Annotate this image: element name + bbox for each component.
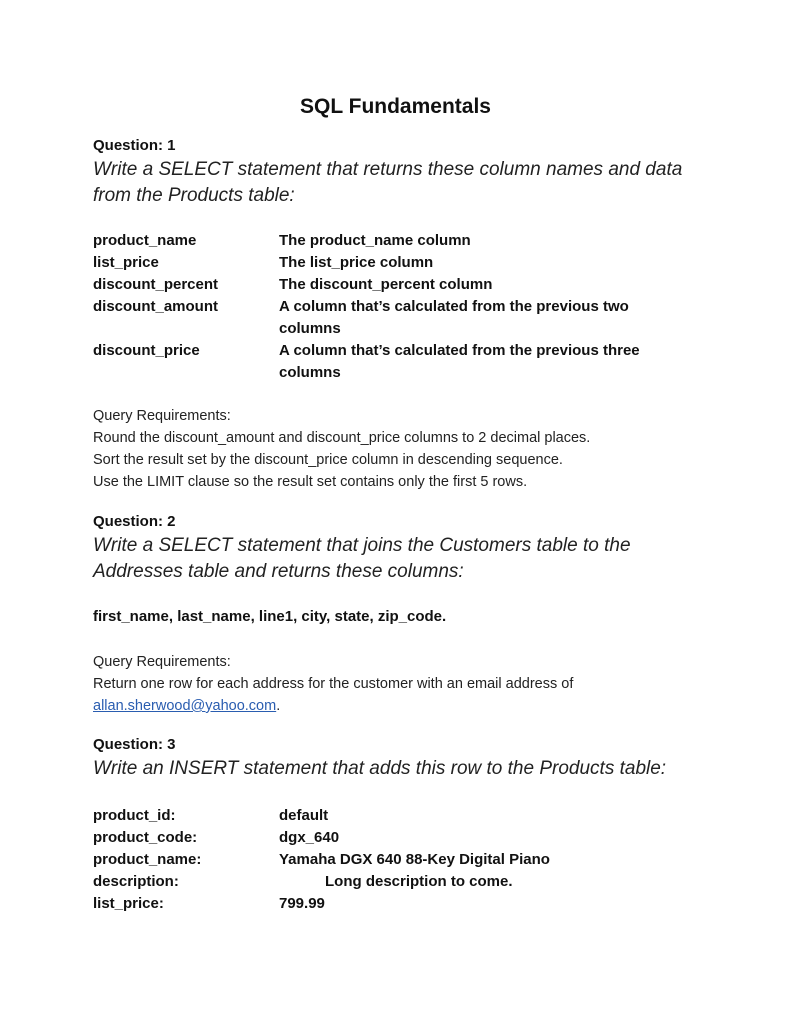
column-def-row	[93, 340, 679, 384]
insert-field-row	[93, 849, 550, 871]
requirement-email-line	[93, 695, 713, 717]
field-value: dgx_640	[279, 829, 340, 846]
column-desc: The list_price column	[279, 254, 434, 271]
field-value: Long description to come.	[325, 873, 513, 890]
trailing-period: .	[276, 698, 281, 714]
column-name: product_name	[93, 232, 197, 249]
requirement-line: Use the LIMIT clause so the result set contains only the first 5 rows.	[93, 474, 528, 490]
insert-field-row	[93, 827, 339, 849]
column-desc: The product_name column	[279, 232, 471, 249]
field-name: list_price:	[93, 895, 164, 912]
insert-field-row	[93, 805, 328, 827]
question-3-prompt: Write an INSERT statement that adds this row to the Products table:	[93, 758, 667, 779]
column-def-row	[93, 274, 679, 296]
requirement-line: Return one row for each address for the customer with an email address of	[93, 676, 574, 692]
requirement-line: Sort the result set by the discount_price column in descending sequence.	[93, 452, 563, 468]
column-def-row	[93, 296, 679, 340]
column-name: discount_amount	[93, 298, 219, 315]
column-def-row	[93, 252, 679, 274]
insert-field-row	[93, 871, 513, 893]
question-2-columns: first_name, last_name, line1, city, state, zip_code.	[93, 608, 447, 625]
email-link[interactable]: allan.sherwood@yahoo.com	[93, 698, 277, 714]
question-3-label: Question: 3	[93, 736, 176, 753]
field-name: product_name:	[93, 851, 202, 868]
column-name: discount_price	[93, 342, 200, 359]
column-def-row	[93, 230, 679, 252]
requirement-line: Round the discount_amount and discount_price columns to 2 decimal places.	[93, 430, 591, 446]
column-name: discount_percent	[93, 276, 219, 293]
question-1-requirements	[93, 405, 713, 493]
question-2-requirements	[93, 651, 713, 717]
requirements-heading: Query Requirements:	[93, 654, 231, 670]
field-value: 799.99	[279, 895, 325, 912]
field-name: product_id:	[93, 807, 176, 824]
question-2-prompt: Write a SELECT statement that joins the Customers table to the Addresses table and returns these columns:	[93, 535, 631, 582]
question-2-label: Question: 2	[93, 513, 176, 530]
field-value: default	[279, 807, 329, 824]
question-1-label: Question: 1	[93, 137, 176, 154]
field-name: description:	[93, 873, 179, 890]
field-name: product_code:	[93, 829, 198, 846]
page-title: SQL Fundamentals	[300, 95, 491, 118]
requirements-heading: Query Requirements:	[93, 408, 231, 424]
insert-field-row	[93, 893, 325, 915]
question-1-prompt: Write a SELECT statement that returns these column names and data from the Products table:	[93, 159, 683, 206]
field-value: Yamaha DGX 640 88-Key Digital Piano	[279, 851, 550, 868]
column-desc: A column that’s calculated from the previous two columns	[279, 298, 629, 337]
column-name: list_price	[93, 254, 159, 271]
column-desc: The discount_percent column	[279, 276, 493, 293]
column-desc: A column that’s calculated from the previous three columns	[279, 342, 640, 381]
